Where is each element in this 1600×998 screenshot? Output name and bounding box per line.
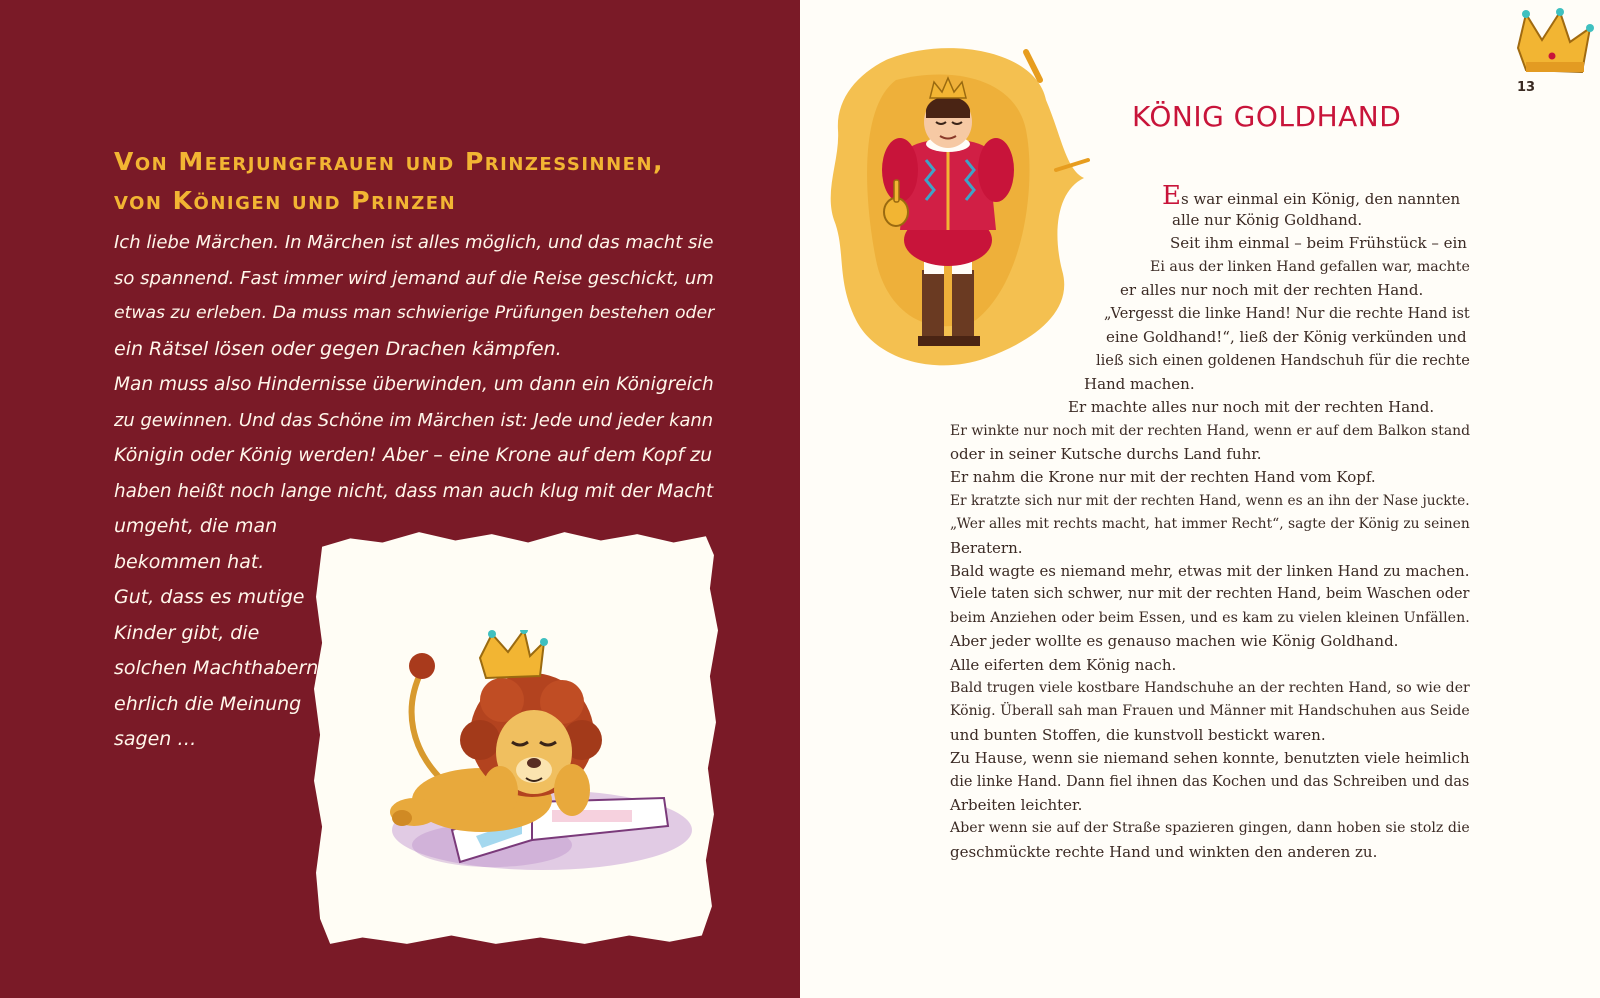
heading-line: Von Meerjungfrauen und Prinzessinnen,: [114, 147, 665, 176]
story-line: Beratern.: [950, 539, 1023, 557]
body-line: haben heißt noch lange nicht, dass man auch klug mit der Macht: [114, 480, 714, 502]
story-line: er alles nur noch mit der rechten Hand.: [1120, 281, 1424, 299]
story-line: Ei aus der linken Hand gefallen war, machte: [1150, 259, 1470, 275]
body-line: sagen …: [114, 728, 197, 750]
story-line: Seit ihm einmal – beim Frühstück – ein: [1170, 234, 1467, 252]
body-line: ehrlich die Meinung: [114, 692, 302, 715]
story-line: eine Goldhand!“, ließ der König verkünden und: [1106, 328, 1467, 346]
story-line: Viele taten sich schwer, nur mit der rechten Hand, beim Waschen oder: [950, 586, 1470, 602]
story-line: Aber jeder wollte es genauso machen wie König Goldhand.: [950, 632, 1399, 650]
story-line: ließ sich einen goldenen Handschuh für die rechte: [1096, 352, 1470, 369]
story-line: s war einmal ein König, den nannten: [1180, 190, 1461, 208]
body-line: bekommen hat.: [114, 550, 265, 573]
story-line: „Vergesst die linke Hand! Nur die rechte Hand ist: [1104, 306, 1470, 322]
story-line: Aber wenn sie auf der Straße spazieren gingen, dann hoben sie stolz die: [950, 820, 1470, 836]
body-line: Gut, dass es mutige: [114, 586, 305, 608]
story-line: geschmückte rechte Hand und winkten den anderen zu.: [950, 843, 1378, 861]
lion-reading-book-illustration: [372, 630, 692, 890]
story-line: beim Anziehen oder beim Essen, und es kam zu vielen kleinen Unfällen.: [950, 610, 1470, 626]
story-line: Bald trugen viele kostbare Handschuhe an der rechten Hand, so wie der: [950, 680, 1470, 696]
body-line: ein Rätsel lösen oder gegen Drachen kämpfen.: [114, 337, 562, 360]
body-line: Man muss also Hindernisse überwinden, um dann ein Königreich: [114, 374, 714, 395]
body-line: Ich liebe Märchen. In Märchen ist alles möglich, und das macht sie: [114, 232, 714, 253]
body-line: Königin oder König werden! Aber – eine Krone auf dem Kopf zu: [114, 444, 713, 466]
story-line: König. Überall sah man Frauen und Männer mit Handschuhen aus Seide: [950, 703, 1470, 719]
story-line: Hand machen.: [1084, 375, 1195, 393]
story-line: die linke Hand. Dann fiel ihnen das Kochen und das Schreiben und das: [950, 774, 1470, 790]
body-line: etwas zu erleben. Da muss man schwierige Prüfungen bestehen oder: [114, 303, 715, 323]
body-line: umgeht, die man: [114, 515, 278, 537]
story-first-line: [1162, 181, 1461, 211]
left-page-heading: [114, 142, 754, 220]
crown-icon: [1512, 8, 1598, 88]
story-line: Er winkte nur noch mit der rechten Hand, wenn er auf dem Balkon stand: [950, 423, 1471, 439]
story-line: Alle eiferten dem König nach.: [950, 656, 1177, 674]
story-title: KÖNIG GOLDHAND: [1132, 100, 1402, 133]
heading-line: von Königen und Prinzen: [114, 186, 457, 215]
body-line: zu gewinnen. Und das Schöne im Märchen ist: Jede und jeder kann: [114, 409, 714, 431]
story-line: „Wer alles mit rechts macht, hat immer Recht“, sagte der König zu seinen: [950, 516, 1470, 532]
story-line: Er nahm die Krone nur mit der rechten Hand vom Kopf.: [950, 468, 1376, 486]
page-number: 13: [1516, 80, 1536, 95]
story-line: Bald wagte es niemand mehr, etwas mit der linken Hand zu machen.: [950, 562, 1470, 580]
drop-cap: E: [1162, 181, 1181, 211]
body-line: so spannend. Fast immer wird jemand auf die Reise geschickt, um: [114, 267, 714, 289]
story-line: Er machte alles nur noch mit der rechten Hand.: [1068, 398, 1435, 416]
body-line: Kinder gibt, die: [114, 621, 260, 644]
story-line: oder in seiner Kutsche durchs Land fuhr.: [950, 445, 1262, 463]
body-line: solchen Machthabern: [114, 657, 319, 679]
story-line: Zu Hause, wenn sie niemand sehen konnte, benutzten viele heimlich: [950, 749, 1470, 767]
story-line: alle nur König Goldhand.: [1172, 211, 1363, 229]
story-line: Er kratzte sich nur mit der rechten Hand, wenn es an ihn der Nase juckte.: [950, 493, 1470, 509]
story-line: und bunten Stoffen, die kunstvoll bestickt waren.: [950, 726, 1326, 744]
king-goldhand-illustration: [826, 40, 1106, 380]
story-line: Arbeiten leichter.: [950, 796, 1083, 814]
